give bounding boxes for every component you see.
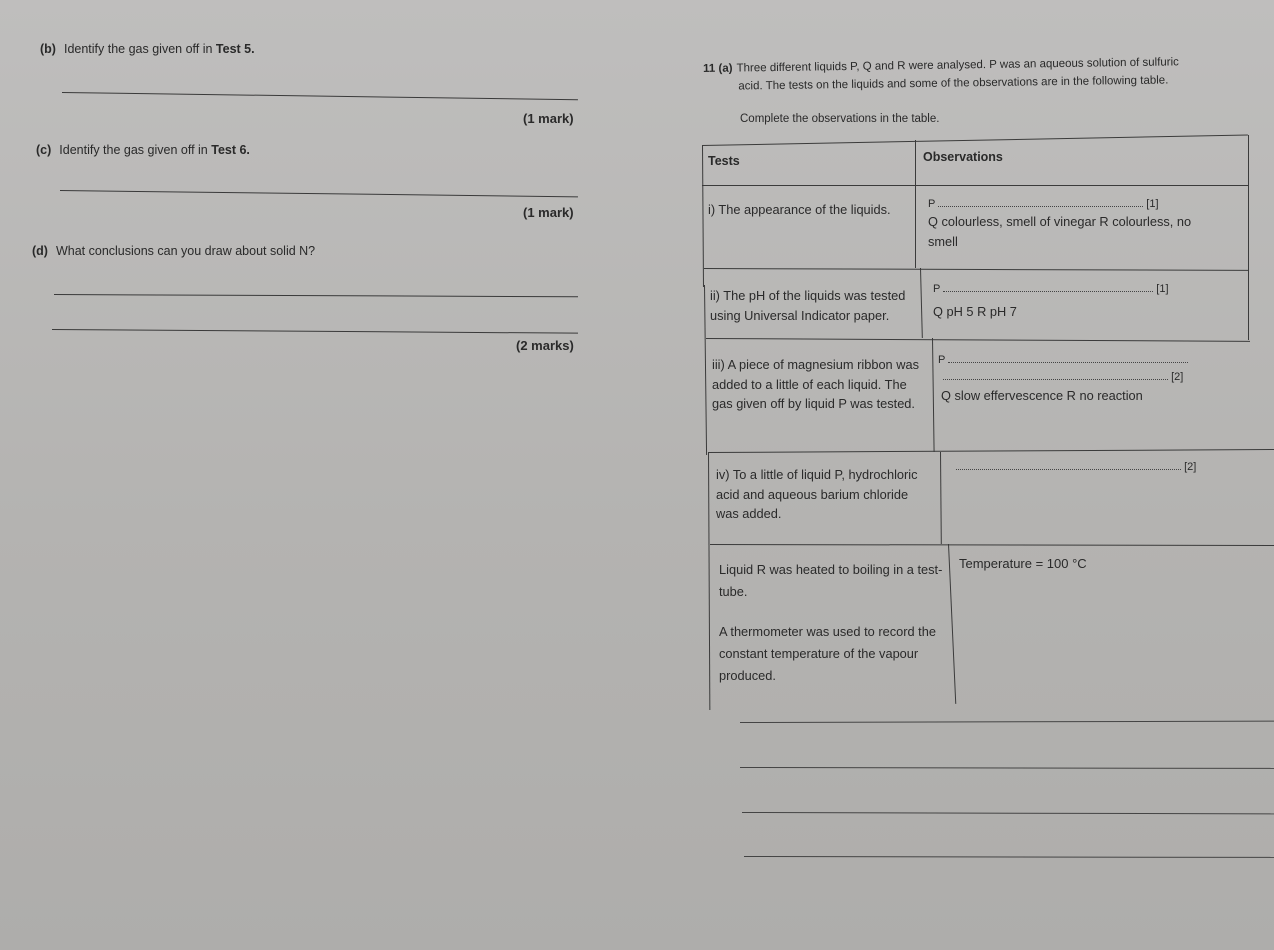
q11-intro: 11 (a) Three different liquids P, Q and R were analysed. P was an aqueous solution of sulfuric acid. The tests on the liquids and some of the observations are in the following table. bbox=[703, 56, 1179, 93]
observation-ii: Q pH 5 R pH 7 bbox=[933, 304, 1017, 319]
answer-iii-line2[interactable]: [2] bbox=[943, 369, 1183, 383]
test-i: i) The appearance of the liquids. bbox=[708, 202, 891, 217]
answer-dots[interactable] bbox=[956, 459, 1181, 470]
test-iii: iii) A piece of magnesium ribbon was added to a little of each liquid. The gas given off by liquid P was tested. bbox=[712, 357, 919, 411]
answer-line[interactable] bbox=[742, 812, 1274, 814]
table-column-divider bbox=[920, 268, 923, 338]
answer-line-b[interactable] bbox=[62, 92, 578, 100]
answer-line-d2[interactable] bbox=[52, 329, 578, 334]
observation-v: Temperature = 100 °C bbox=[959, 556, 1087, 571]
table-column-divider bbox=[940, 452, 942, 544]
answer-line[interactable] bbox=[740, 721, 1274, 723]
marks-c: (1 mark) bbox=[523, 205, 574, 220]
answer-dots[interactable] bbox=[943, 369, 1168, 380]
answer-iii[interactable]: P bbox=[938, 352, 1188, 366]
test-ii: ii) The pH of the liquids was tested using Universal Indicator paper. bbox=[710, 288, 906, 323]
answer-dots[interactable] bbox=[938, 196, 1143, 207]
observation-i: Q colourless, smell of vinegar R colourless, no smell bbox=[928, 214, 1192, 249]
observation-iii: Q slow effervescence R no reaction bbox=[941, 388, 1143, 403]
marks-d: (2 marks) bbox=[516, 338, 574, 353]
table-column-divider bbox=[915, 140, 916, 268]
answer-line-c[interactable] bbox=[60, 190, 578, 197]
table-row-divider bbox=[702, 185, 1248, 186]
table-border-top bbox=[702, 135, 1248, 146]
answer-iv[interactable]: [2] bbox=[956, 459, 1196, 473]
table-row-divider bbox=[708, 449, 1274, 453]
question-b: (b) Identify the gas given off in Test 5. bbox=[40, 42, 255, 56]
table-row-divider bbox=[710, 544, 1274, 546]
table-column-divider bbox=[932, 338, 935, 452]
answer-dots[interactable] bbox=[943, 281, 1153, 292]
question-c: (c) Identify the gas given off in Test 6. bbox=[36, 143, 250, 157]
table-border-left bbox=[704, 285, 707, 455]
answer-i[interactable]: P [1] bbox=[928, 198, 1159, 210]
q11-instruction: Complete the observations in the table. bbox=[740, 113, 940, 125]
test-v: Liquid R was heated to boiling in a test-tube. A thermometer was used to record the constant temperature of the vapour produced. bbox=[719, 562, 943, 683]
table-border-left bbox=[708, 452, 710, 710]
answer-line-d1[interactable] bbox=[54, 294, 578, 297]
marks-b: (1 mark) bbox=[523, 111, 574, 126]
table-border-left bbox=[702, 145, 704, 287]
header-tests: Tests bbox=[708, 154, 740, 168]
table-column-divider bbox=[948, 544, 956, 704]
answer-ii[interactable]: P [1] bbox=[933, 283, 1169, 295]
header-observations: Observations bbox=[923, 150, 1003, 164]
answer-dots[interactable] bbox=[948, 352, 1188, 363]
question-d: (d) What conclusions can you draw about solid N? bbox=[32, 244, 316, 258]
table-row-divider bbox=[704, 268, 1248, 271]
test-iv: iv) To a little of liquid P, hydrochloric acid and aqueous barium chloride was added. bbox=[716, 467, 918, 521]
answer-line[interactable] bbox=[740, 767, 1274, 769]
table-border-right bbox=[1248, 135, 1249, 340]
table-row-divider bbox=[706, 338, 1250, 342]
answer-line[interactable] bbox=[744, 856, 1274, 858]
